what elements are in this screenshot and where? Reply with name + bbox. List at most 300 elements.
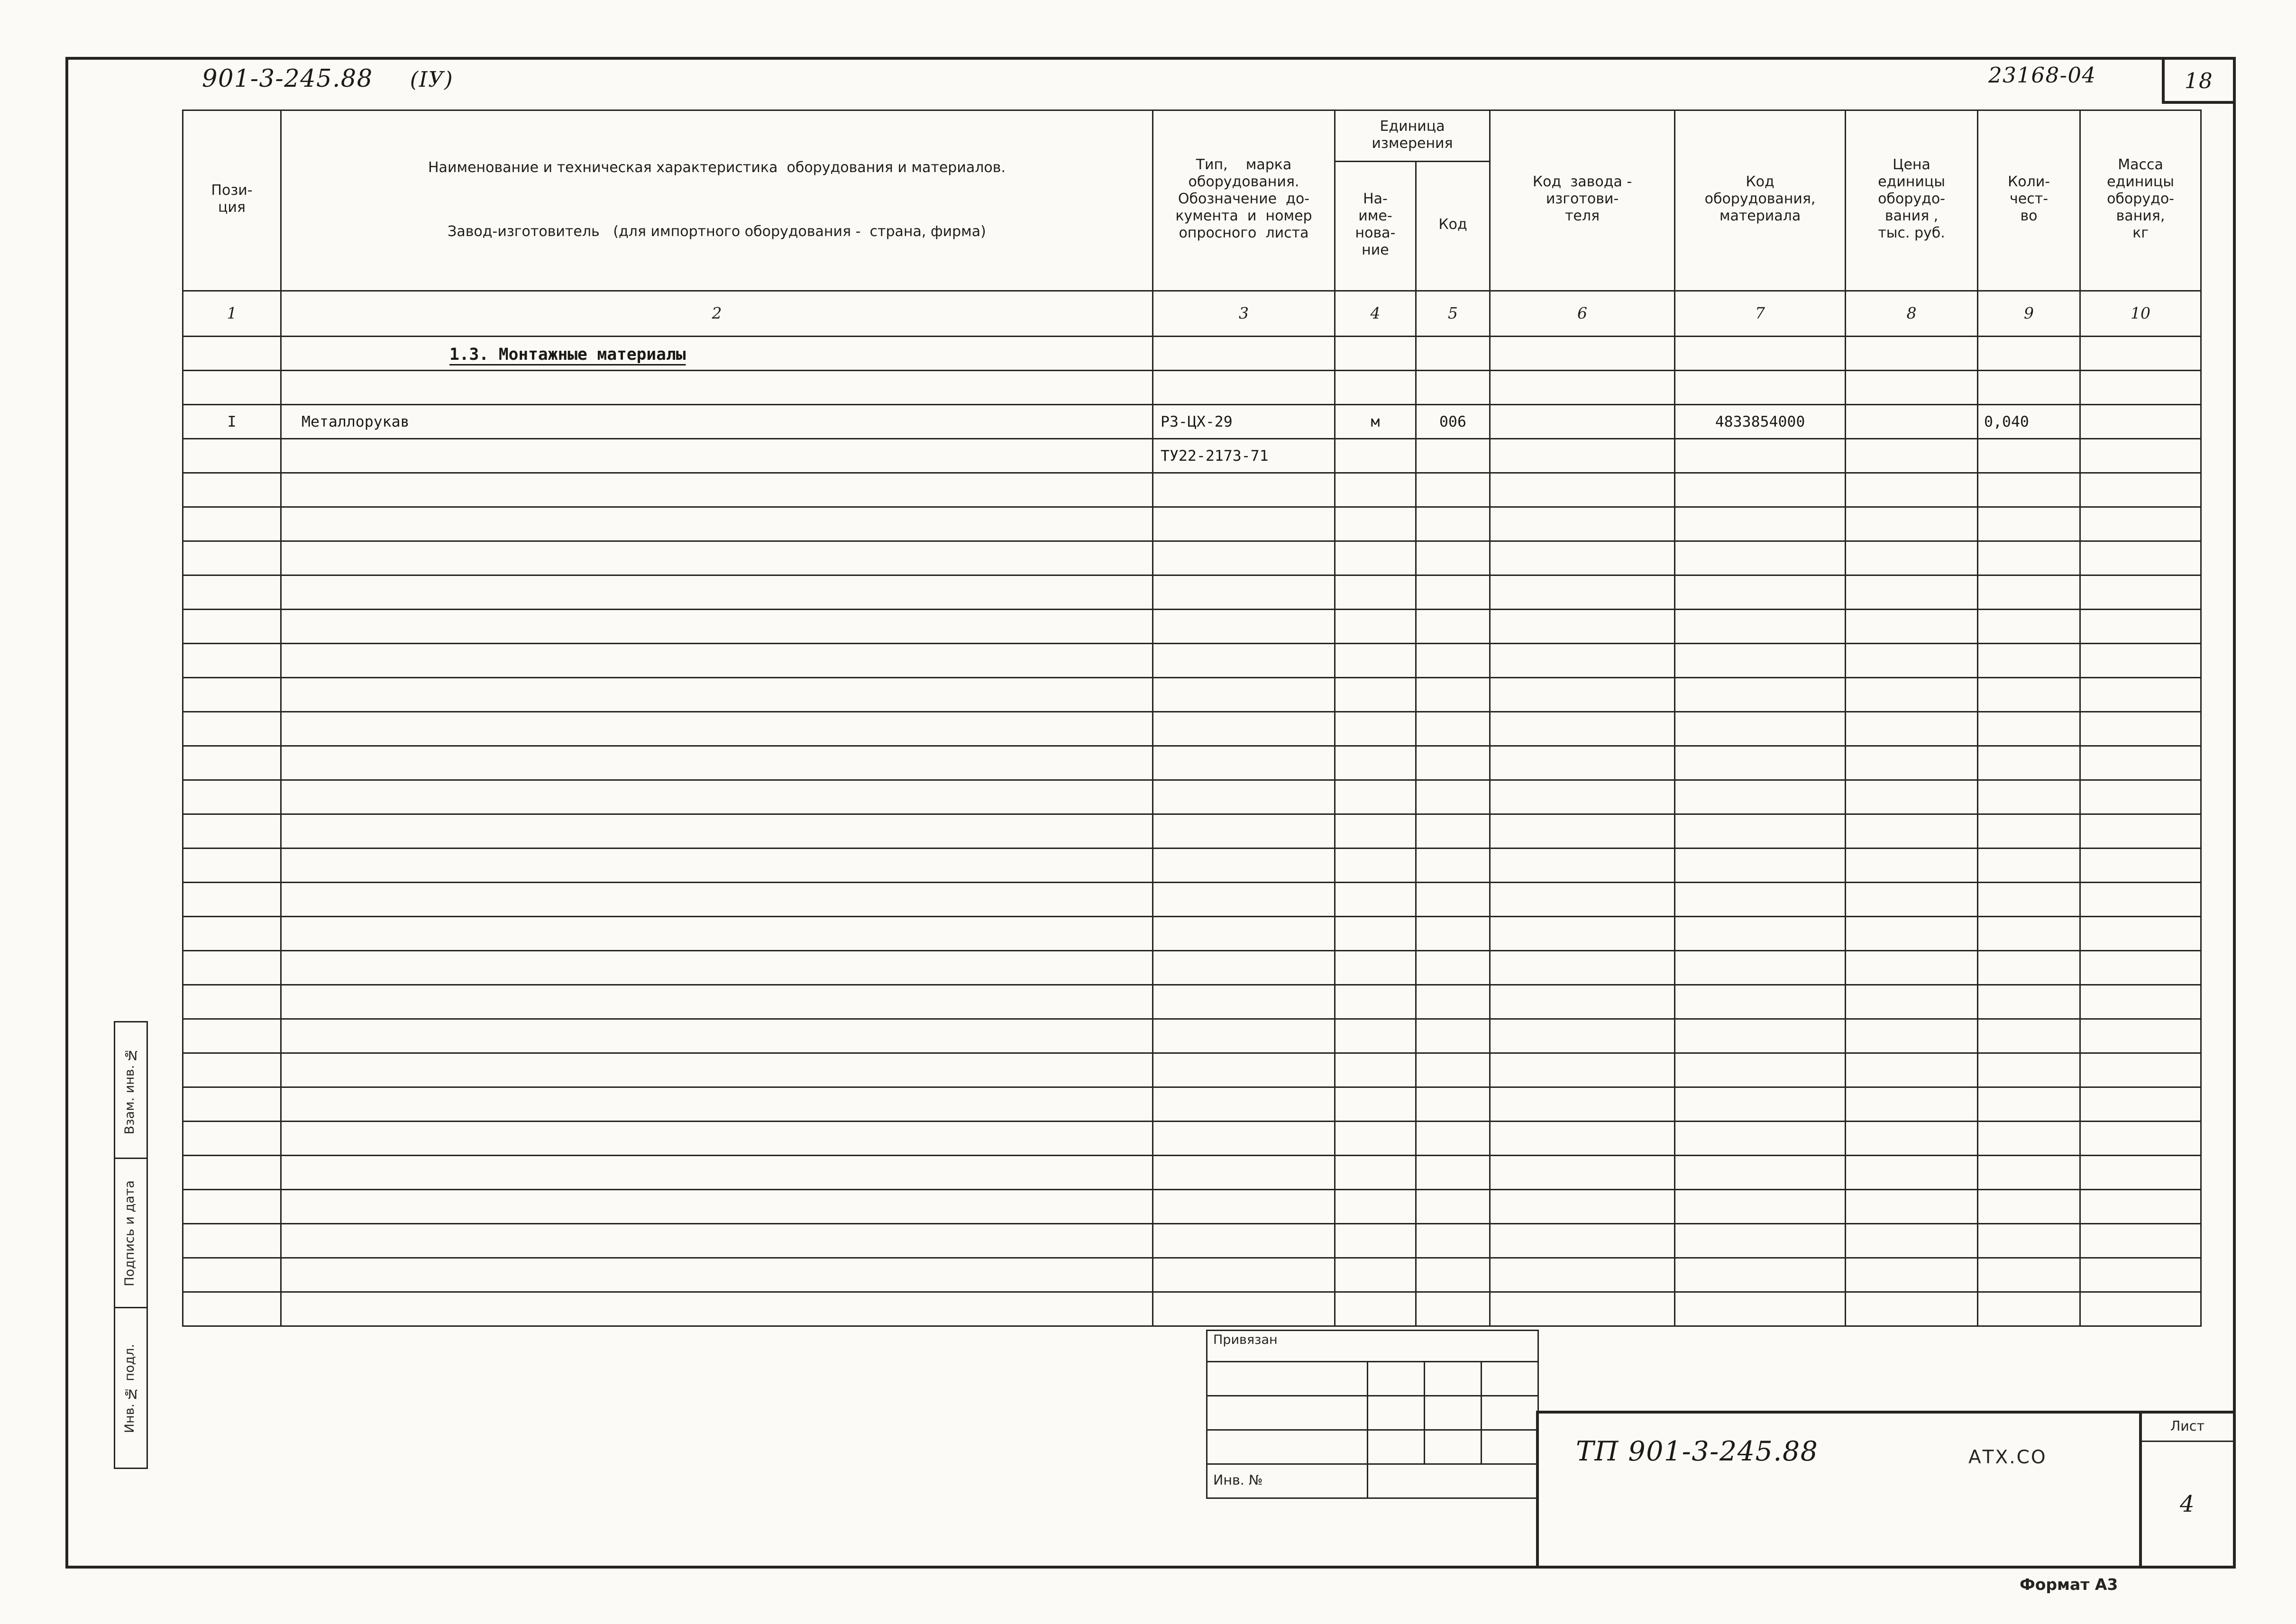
table-cell [183, 541, 281, 575]
header-unit-group: Единица измерения [1335, 110, 1490, 162]
table-cell [281, 678, 1153, 712]
table-cell [1153, 1019, 1335, 1053]
table-cell [2080, 746, 2201, 780]
table-cell [1153, 883, 1335, 917]
org-code: АТХ.СО [1968, 1448, 2047, 1469]
table-cell [1978, 746, 2080, 780]
table-cell [2080, 848, 2201, 883]
table-cell [1675, 917, 1846, 951]
table-cell [2080, 541, 2201, 575]
table-cell [1978, 1156, 2080, 1190]
table-cell [1490, 917, 1675, 951]
table-cell [1416, 371, 1490, 405]
table-cell [2080, 1224, 2201, 1258]
column-number: 10 [2080, 291, 2201, 337]
table-cell [1335, 814, 1416, 848]
table-cell [2080, 337, 2201, 371]
column-number: 7 [1675, 291, 1846, 337]
table-cell [1416, 405, 1490, 439]
header-equipment-code: Код оборудования, материала [1675, 110, 1846, 291]
table-cell [1978, 610, 2080, 644]
table-cell [1153, 371, 1335, 405]
table-cell [281, 746, 1153, 780]
stamp-cell [1482, 1362, 1538, 1396]
table-cell [1490, 848, 1675, 883]
stamp-row [1207, 1362, 1538, 1396]
table-cell [1153, 1258, 1335, 1292]
table-cell [1675, 610, 1846, 644]
cell-text: 1.3. Монтажные материалы [449, 343, 686, 364]
table-cell [183, 405, 281, 439]
table-cell [1978, 1190, 2080, 1224]
table-cell [1153, 848, 1335, 883]
table-cell [1335, 746, 1416, 780]
table-row [183, 985, 2201, 1019]
table-cell [1846, 405, 1978, 439]
stamp-cell [1207, 1430, 1368, 1464]
doc-number-top-right: 23168-04 [1988, 63, 2096, 88]
table-cell [1846, 1019, 1978, 1053]
table-row [183, 746, 2201, 780]
table-cell [1490, 507, 1675, 541]
table-cell [1846, 337, 1978, 371]
table-cell [1675, 507, 1846, 541]
table-cell [1978, 814, 2080, 848]
header-unit-mass: Масса единицы оборудо- вания, кг [2080, 110, 2201, 291]
table-row [183, 473, 2201, 507]
table-cell [1153, 985, 1335, 1019]
table-cell [1978, 507, 2080, 541]
spec-table-body [183, 337, 2201, 1326]
table-cell [1846, 371, 1978, 405]
table-cell [1675, 1053, 1846, 1087]
stamp-cell [1207, 1396, 1368, 1430]
table-cell [1153, 1087, 1335, 1122]
table-cell [1846, 1190, 1978, 1224]
stamp-cell [1425, 1430, 1482, 1464]
table-cell [1490, 644, 1675, 678]
section-row [183, 337, 2201, 371]
stamp-cell [1207, 1362, 1368, 1396]
table-cell [1416, 1122, 1490, 1156]
table-cell [1153, 439, 1335, 473]
table-cell [281, 644, 1153, 678]
table-cell [2080, 405, 2201, 439]
stamp-inv-podl-label: Инв. № подл. [124, 1343, 138, 1433]
table-cell [1490, 883, 1675, 917]
table-cell [1846, 746, 1978, 780]
table-cell [281, 1122, 1153, 1156]
table-cell [2080, 780, 2201, 814]
table-row [183, 439, 2201, 473]
table-cell [1846, 507, 1978, 541]
table-cell [281, 507, 1153, 541]
table-cell [1416, 678, 1490, 712]
stamp-row [1207, 1396, 1538, 1430]
table-cell [2080, 985, 2201, 1019]
table-cell [1846, 610, 1978, 644]
table-row [183, 883, 2201, 917]
table-row [183, 1292, 2201, 1326]
table-cell [1335, 405, 1416, 439]
table-cell [281, 917, 1153, 951]
table-cell [1416, 439, 1490, 473]
table-cell [1978, 1224, 2080, 1258]
header-unit-price: Цена единицы оборудо- вания , тыс. руб. [1846, 110, 1978, 291]
table-cell [2080, 507, 2201, 541]
table-cell [1416, 1258, 1490, 1292]
table-row [183, 610, 2201, 644]
header-unit-name: На- име- нова- ние [1335, 162, 1416, 291]
table-cell [1846, 985, 1978, 1019]
privyazan-label: Привязан [1207, 1331, 1538, 1362]
table-cell [1675, 678, 1846, 712]
table-cell [1416, 951, 1490, 985]
table-cell [1335, 439, 1416, 473]
table-cell [1675, 1122, 1846, 1156]
table-cell [281, 337, 1153, 371]
cell-text: 4833854000 [1715, 413, 1805, 430]
spec-table-head [183, 110, 2201, 337]
table-cell [1416, 1053, 1490, 1087]
table-cell [1153, 1156, 1335, 1190]
table-cell [1978, 917, 2080, 951]
table-cell [1490, 712, 1675, 746]
table-cell [281, 1156, 1153, 1190]
stamp-row [1207, 1430, 1538, 1464]
table-cell [1416, 1190, 1490, 1224]
table-cell [1846, 1122, 1978, 1156]
table-cell [1153, 507, 1335, 541]
table-cell [1416, 814, 1490, 848]
table-cell [1153, 610, 1335, 644]
header-name-line2: Завод-изготовитель (для импортного оборудования - страна, фирма) [448, 224, 986, 240]
table-cell [1846, 541, 1978, 575]
table-row [183, 371, 2201, 405]
table-cell [1335, 1224, 1416, 1258]
inv-no-row [1207, 1464, 1538, 1498]
spec-table [182, 109, 2202, 1327]
doc-number-text: 901-3-245.88 [202, 65, 373, 94]
table-cell [1846, 678, 1978, 712]
table-cell [1490, 405, 1675, 439]
table-cell [1978, 1258, 2080, 1292]
table-cell [281, 371, 1153, 405]
table-cell [1416, 985, 1490, 1019]
table-cell [1846, 473, 1978, 507]
stamp-cell [1368, 1464, 1538, 1498]
table-cell [1335, 575, 1416, 610]
table-cell [1978, 575, 2080, 610]
table-cell [1490, 1190, 1675, 1224]
table-cell [1846, 883, 1978, 917]
table-cell [1153, 678, 1335, 712]
header-unit-code: Код [1416, 162, 1490, 291]
privyazan-header-row [1207, 1331, 1538, 1362]
table-cell [281, 610, 1153, 644]
table-cell [1978, 439, 2080, 473]
table-cell [1416, 1224, 1490, 1258]
table-cell [1335, 541, 1416, 575]
table-cell [1490, 1258, 1675, 1292]
table-cell [1490, 746, 1675, 780]
table-cell [1846, 814, 1978, 848]
table-cell [1978, 951, 2080, 985]
list-number: 4 [2179, 1490, 2195, 1517]
table-cell [183, 1292, 281, 1326]
cell-text: 0,040 [1984, 413, 2029, 430]
table-cell [1335, 371, 1416, 405]
table-cell [1490, 1156, 1675, 1190]
cell-text: ТУ22-2173-71 [1161, 447, 1269, 465]
table-cell [1675, 473, 1846, 507]
table-cell [281, 1292, 1153, 1326]
table-cell [1675, 848, 1846, 883]
cell-text: РЗ-ЦХ-29 [1161, 413, 1233, 430]
table-cell [2080, 951, 2201, 985]
table-row [183, 814, 2201, 848]
column-number: 8 [1846, 291, 1978, 337]
table-cell [1490, 541, 1675, 575]
table-cell [281, 1087, 1153, 1122]
table-cell [1416, 1292, 1490, 1326]
table-cell [2080, 439, 2201, 473]
table-cell [1335, 951, 1416, 985]
table-row [183, 541, 2201, 575]
stamp-cell [1425, 1396, 1482, 1430]
table-cell [1153, 1053, 1335, 1087]
table-cell [1978, 780, 2080, 814]
table-cell [1490, 1224, 1675, 1258]
table-cell [1335, 337, 1416, 371]
table-cell [281, 1224, 1153, 1258]
table-cell [1675, 985, 1846, 1019]
column-number: 2 [281, 291, 1153, 337]
table-cell [1416, 917, 1490, 951]
table-cell [1153, 644, 1335, 678]
table-cell [2080, 814, 2201, 848]
stamp-cell [1368, 1430, 1425, 1464]
doc-number-suffix: (IУ) [410, 67, 454, 92]
table-cell [1675, 746, 1846, 780]
table-cell [281, 1190, 1153, 1224]
stamp-podpis-data-label: Подпись и дата [124, 1180, 138, 1286]
table-cell [1335, 883, 1416, 917]
table-cell [281, 1019, 1153, 1053]
header-quantity: Коли- чест- во [1978, 110, 2080, 291]
table-cell [1153, 473, 1335, 507]
table-row [183, 712, 2201, 746]
table-row [183, 1258, 2201, 1292]
table-cell [1490, 575, 1675, 610]
table-row [183, 644, 2201, 678]
sheet-number-box [2162, 57, 2236, 104]
table-cell [1978, 473, 2080, 507]
table-cell [1846, 917, 1978, 951]
table-cell [1153, 541, 1335, 575]
table-cell [183, 1258, 281, 1292]
table-cell [183, 337, 281, 371]
table-cell [1675, 439, 1846, 473]
table-cell [1675, 371, 1846, 405]
table-cell [1978, 883, 2080, 917]
column-number: 3 [1153, 291, 1335, 337]
table-cell [1846, 1156, 1978, 1190]
table-cell [1153, 1190, 1335, 1224]
table-cell [1153, 405, 1335, 439]
table-cell [1490, 1053, 1675, 1087]
table-cell [1978, 1019, 2080, 1053]
table-cell [183, 917, 281, 951]
table-cell [281, 712, 1153, 746]
stamp-podpis-data [114, 1158, 148, 1308]
table-cell [1675, 541, 1846, 575]
table-cell [1978, 541, 2080, 575]
table-cell [1675, 405, 1846, 439]
table-cell [281, 951, 1153, 985]
table-cell [1416, 746, 1490, 780]
column-number: 1 [183, 291, 281, 337]
table-cell [281, 985, 1153, 1019]
table-cell [1335, 644, 1416, 678]
table-cell [1675, 1224, 1846, 1258]
table-cell [1490, 951, 1675, 985]
table-cell [2080, 1258, 2201, 1292]
table-cell [1490, 610, 1675, 644]
table-row [183, 917, 2201, 951]
table-cell [1490, 1292, 1675, 1326]
table-cell [1335, 1053, 1416, 1087]
table-cell [1335, 1156, 1416, 1190]
inv-no-label: Инв. № [1207, 1464, 1368, 1498]
table-cell [2080, 917, 2201, 951]
table-cell [281, 541, 1153, 575]
stamp-cell [1425, 1362, 1482, 1396]
table-cell [2080, 1053, 2201, 1087]
table-cell [1846, 1292, 1978, 1326]
table-cell [1335, 917, 1416, 951]
table-cell [2080, 1190, 2201, 1224]
table-cell [281, 1053, 1153, 1087]
table-cell [1675, 712, 1846, 746]
table-cell [1490, 1122, 1675, 1156]
table-cell [1490, 473, 1675, 507]
table-cell [1846, 1258, 1978, 1292]
table-cell [1416, 575, 1490, 610]
table-cell [1416, 541, 1490, 575]
table-cell [281, 405, 1153, 439]
cell-text: I [227, 413, 237, 430]
table-cell [1978, 405, 2080, 439]
title-block [1536, 1411, 2236, 1569]
table-cell [1416, 473, 1490, 507]
table-cell [2080, 610, 2201, 644]
table-cell [1675, 1258, 1846, 1292]
table-cell [1416, 337, 1490, 371]
table-row [183, 1122, 2201, 1156]
table-cell [2080, 1019, 2201, 1053]
column-number: 9 [1978, 291, 2080, 337]
table-cell [183, 1156, 281, 1190]
table-cell [183, 985, 281, 1019]
table-cell [1416, 644, 1490, 678]
table-cell [1416, 1087, 1490, 1122]
table-cell [1335, 1122, 1416, 1156]
column-number: 4 [1335, 291, 1416, 337]
stamp-vzam-inv [114, 1021, 148, 1159]
cell-text: 006 [1439, 413, 1466, 430]
stamp-vzam-inv-label: Взам. инв. № [124, 1046, 138, 1134]
table-cell [281, 575, 1153, 610]
list-label: Лист [2142, 1414, 2233, 1442]
table-cell [1675, 951, 1846, 985]
table-cell [2080, 883, 2201, 917]
table-cell [1978, 848, 2080, 883]
table-cell [1490, 371, 1675, 405]
table-cell [1978, 712, 2080, 746]
table-cell [2080, 1087, 2201, 1122]
table-row [183, 1190, 2201, 1224]
table-cell [183, 1019, 281, 1053]
sheet-counter-box [2139, 1414, 2233, 1566]
title-doc-number: ТП 901-3-245.88 [1576, 1436, 1819, 1468]
table-cell [1675, 1087, 1846, 1122]
table-cell [1416, 1156, 1490, 1190]
table-cell [1335, 1019, 1416, 1053]
table-cell [1978, 678, 2080, 712]
cell-text: Металлорукав [302, 413, 410, 430]
header-type-mark: Тип, марка оборудования. Обозначение до- кумента и номер опросного листа [1153, 110, 1335, 291]
table-cell [1335, 1258, 1416, 1292]
table-cell [2080, 1122, 2201, 1156]
table-cell [1416, 848, 1490, 883]
table-cell [1675, 780, 1846, 814]
table-cell [1675, 1292, 1846, 1326]
table-cell [1978, 1053, 2080, 1087]
table-row [183, 1019, 2201, 1053]
table-row [183, 507, 2201, 541]
table-cell [281, 814, 1153, 848]
table-cell [1846, 1087, 1978, 1122]
table-cell [1153, 337, 1335, 371]
table-cell [1153, 780, 1335, 814]
table-cell [1153, 712, 1335, 746]
table-cell [1978, 1122, 2080, 1156]
column-number-row [183, 291, 2201, 337]
stamp-inv-podl [114, 1307, 148, 1469]
table-row [183, 405, 2201, 439]
table-cell [183, 712, 281, 746]
stamp-cell [1482, 1396, 1538, 1430]
table-cell [1335, 712, 1416, 746]
header-name [281, 110, 1153, 291]
column-number: 5 [1416, 291, 1490, 337]
table-cell [1675, 1019, 1846, 1053]
stamp-cell [1368, 1362, 1425, 1396]
table-cell [1153, 1224, 1335, 1258]
table-cell [1335, 780, 1416, 814]
table-cell [1978, 985, 2080, 1019]
table-cell [1490, 1019, 1675, 1053]
table-cell [1153, 814, 1335, 848]
table-cell [1675, 1190, 1846, 1224]
column-number: 6 [1490, 291, 1675, 337]
table-cell [1978, 644, 2080, 678]
table-cell [1490, 780, 1675, 814]
table-cell [183, 1190, 281, 1224]
table-cell [281, 473, 1153, 507]
table-cell [1335, 507, 1416, 541]
